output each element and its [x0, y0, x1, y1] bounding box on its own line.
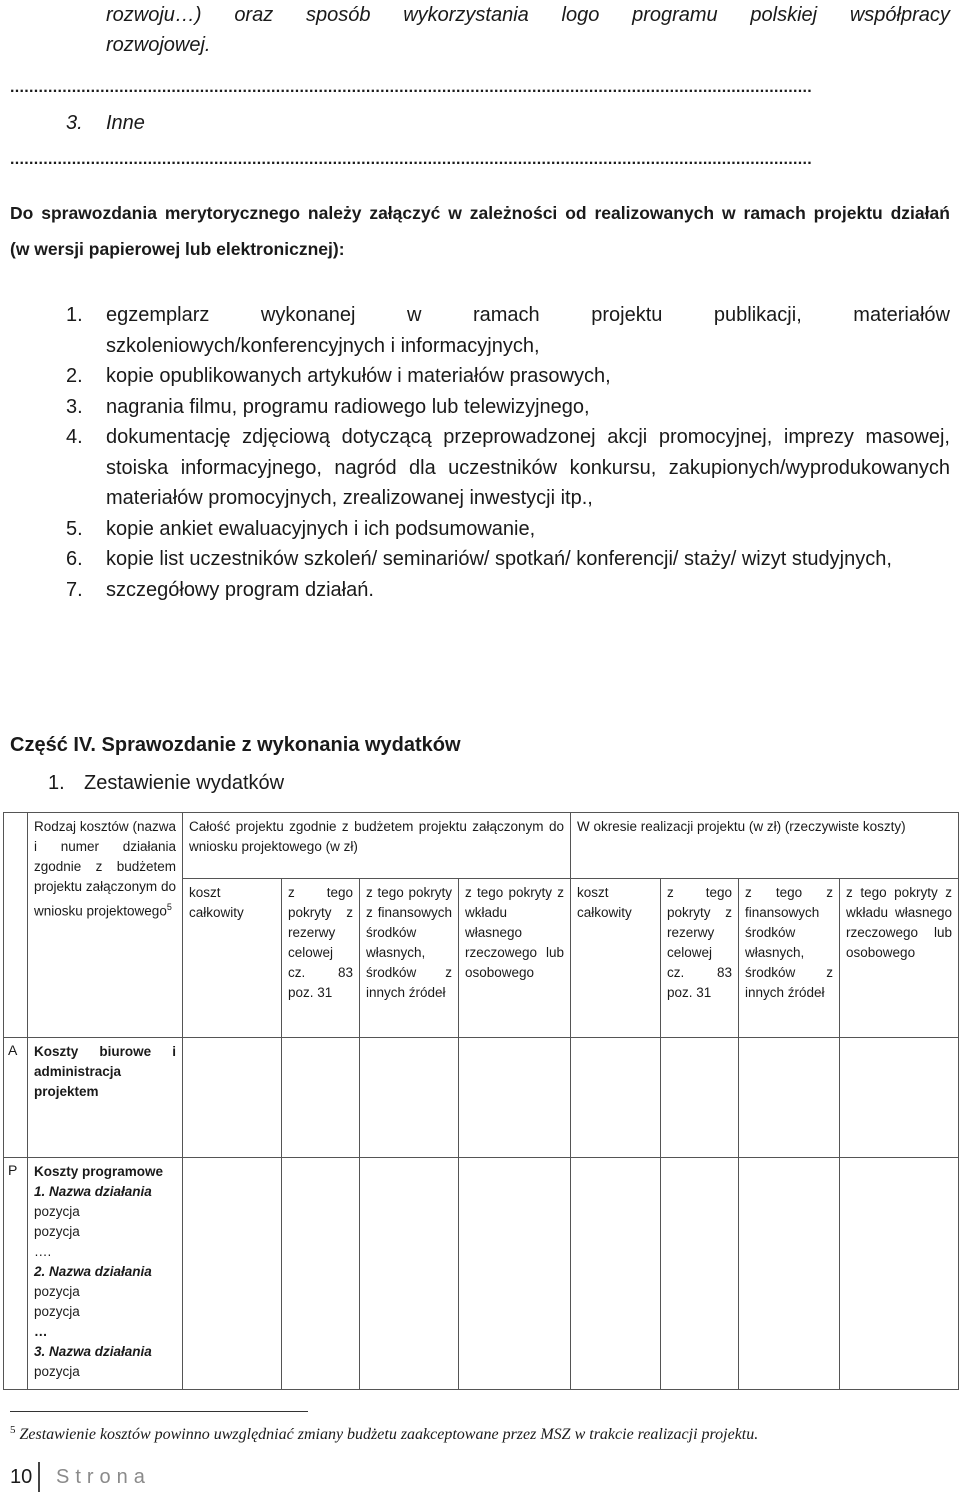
list-text: nagrania filmu, programu radiowego lub telewizyjnego, [106, 395, 590, 418]
attachments-intro-line-2: (w wersji papierowej lub elektronicznej): [10, 239, 345, 259]
intro-word: Do [10, 203, 34, 223]
intro-word: polskiej [750, 4, 818, 26]
row-label: Koszty programowe [34, 1164, 164, 1179]
table-row [4, 1158, 959, 1390]
list-item [66, 514, 950, 545]
subheader-cell: z tego pokryty z wkładu własnego rzeczowego lub osobowego [459, 879, 571, 1038]
subheader-cell: z tego pokryty z rezerwy celowej cz. 83 poz. 31 [661, 879, 739, 1038]
intro-word: merytorycznego [164, 203, 301, 223]
list-number: 2. [66, 365, 83, 387]
header-cost-type [28, 813, 183, 1038]
intro-word: w [722, 203, 736, 223]
list-item [66, 392, 950, 423]
position-label: pozycja [34, 1224, 80, 1239]
intro-word: rozwoju…) [106, 4, 202, 26]
intro-word: ramach [743, 203, 806, 223]
table-cell[interactable] [739, 1038, 840, 1158]
list-item [66, 575, 950, 606]
other-label: Inne [106, 112, 145, 134]
list-text: kopie opublikowanych artykułów i materiałów prasowych, [106, 365, 611, 387]
footnote-number: 5 [10, 1424, 16, 1436]
list-number: 7. [66, 578, 83, 601]
list-item [66, 300, 950, 361]
subheader-cell: z tego pokryty z wkładu własnego rzeczowego lub osobowego [840, 879, 959, 1038]
list-text: szczegółowy program działań. [106, 578, 374, 601]
intro-word: wykorzystania [403, 4, 529, 26]
footnote-separator [10, 1411, 308, 1412]
other-heading [66, 112, 145, 135]
subheader-cell: koszt całkowity [183, 879, 282, 1038]
intro-word: realizowanych [594, 203, 715, 223]
attachments-list [66, 300, 950, 605]
intro-line-1 [106, 0, 950, 30]
position-label: pozycja [34, 1284, 80, 1299]
intro-word: programu [632, 4, 718, 26]
intro-line-2: rozwojowej. [106, 34, 211, 56]
table-cell[interactable] [840, 1158, 959, 1390]
section-title: Część IV. Sprawozdanie z wykonania wydatków [10, 734, 461, 756]
intro-word: współpracy [849, 4, 950, 26]
intro-word: sposób [305, 4, 371, 26]
dotted-fill-line: ......................................................................................................................................................................... [10, 151, 812, 168]
list-text: kopie ankiet ewaluacyjnych i ich podsumowanie, [106, 517, 536, 540]
intro-word: sprawozdania [41, 203, 157, 223]
intro-word: projektu [813, 203, 883, 223]
intro-word: należy [307, 203, 362, 223]
activity-name: 1. Nazwa działania [34, 1184, 152, 1199]
table-header-row [4, 813, 959, 879]
table-cell[interactable] [840, 1038, 959, 1158]
subsection-text: Zestawienie wydatków [84, 772, 285, 794]
list-number: 1. [66, 304, 83, 326]
ellipsis: …. [34, 1244, 52, 1259]
table-cell[interactable] [282, 1158, 360, 1390]
page-number: 10 [10, 1466, 33, 1488]
table-cell [4, 813, 28, 1038]
attachments-intro [10, 195, 950, 267]
table-cell[interactable] [183, 1158, 282, 1390]
table-cell[interactable] [661, 1158, 739, 1390]
intro-word: zależności [469, 203, 558, 223]
footnote-text: Zestawienie kosztów powinno uwzględniać zmiany budżetu zaakceptowane przez MSZ w trakcie realizacji projektu. [19, 1426, 759, 1443]
table-cell[interactable] [459, 1158, 571, 1390]
expense-table [3, 812, 959, 1390]
subheader-cell: z tego pokryty z finansowych środków własnych, środków z innych źródeł [360, 879, 459, 1038]
table-cell[interactable] [739, 1158, 840, 1390]
row-letter: P [4, 1158, 28, 1390]
subheader-cell: koszt całkowity [571, 879, 661, 1038]
list-text: egzemplarz wykonanej w ramach projektu publikacji, materiałów szkoleniowych/konferencyjnych i informacyjnych, [106, 304, 950, 357]
attachments-intro-line-1 [10, 195, 950, 231]
table-cell[interactable] [282, 1038, 360, 1158]
header-cost-type-text: Rodzaj kosztów (nazwa i numer działania zgodnie z budżetem projektu załączonym do wniosku projektowego [34, 819, 176, 919]
subheader-cell: z tego pokryty z rezerwy celowej cz. 83 poz. 31 [282, 879, 360, 1038]
list-number: 4. [66, 426, 83, 448]
page-number-divider [38, 1462, 40, 1492]
footnote-ref: 5 [166, 902, 172, 912]
list-item [66, 544, 950, 575]
intro-word: logo [561, 4, 600, 26]
subheader-cell: z tego z finansowych środków własnych, środków z innych źródeł [739, 879, 840, 1038]
list-text: dokumentację zdjęciową dotyczącą przeprowadzonej akcji promocyjnej, imprezy masowej, stoiska informacyjnego, nagród dla uczestników konkursu, zakupionych/wyprodukowanych materiałów promocyjnych, zrealizowanej inwestycji itp., [106, 426, 950, 509]
intro-word: załączyć [369, 203, 441, 223]
dotted-fill-line: ......................................................................................................................................................................... [10, 79, 812, 96]
intro-word: od [565, 203, 587, 223]
table-cell[interactable] [183, 1038, 282, 1158]
table-row [4, 1038, 959, 1158]
list-number: 6. [66, 548, 83, 570]
row-letter: A [4, 1038, 28, 1158]
table-cell[interactable] [661, 1038, 739, 1158]
position-label: pozycja [34, 1304, 80, 1319]
page-label: Strona [56, 1466, 151, 1488]
footnote [10, 1424, 758, 1444]
position-label: pozycja [34, 1204, 80, 1219]
intro-word: działań [890, 203, 950, 223]
ellipsis: … [34, 1324, 48, 1339]
list-text: kopie list uczestników szkoleń/ seminariów/ spotkań/ konferencji/ staży/ wizyt studyjnych, [106, 548, 892, 570]
header-period: W okresie realizacji projektu (w zł) (rzeczywiste koszty) [571, 813, 959, 879]
intro-word: w [448, 203, 462, 223]
subsection-number: 1. [48, 772, 65, 794]
table-cell[interactable] [571, 1158, 661, 1390]
table-cell[interactable] [459, 1038, 571, 1158]
list-number: 3. [66, 395, 83, 418]
row-label-cell [28, 1158, 183, 1390]
table-cell[interactable] [571, 1038, 661, 1158]
header-total-project: Całość projektu zgodnie z budżetem projektu załączonym do wniosku projektowego (w zł) [183, 813, 571, 879]
list-number: 5. [66, 517, 83, 540]
table-cell[interactable] [360, 1038, 459, 1158]
activity-name: 3. Nazwa działania [34, 1344, 152, 1359]
subsection-title [48, 772, 284, 795]
list-item [66, 422, 950, 514]
intro-continuation [106, 0, 950, 60]
table-cell[interactable] [360, 1158, 459, 1390]
activity-name: 2. Nazwa działania [34, 1264, 152, 1279]
position-label: pozycja [34, 1364, 80, 1379]
intro-word: oraz [234, 4, 274, 26]
other-number: 3. [66, 112, 83, 134]
list-item [66, 361, 950, 392]
row-label: Koszty biurowe i administracja projektem [28, 1038, 183, 1158]
